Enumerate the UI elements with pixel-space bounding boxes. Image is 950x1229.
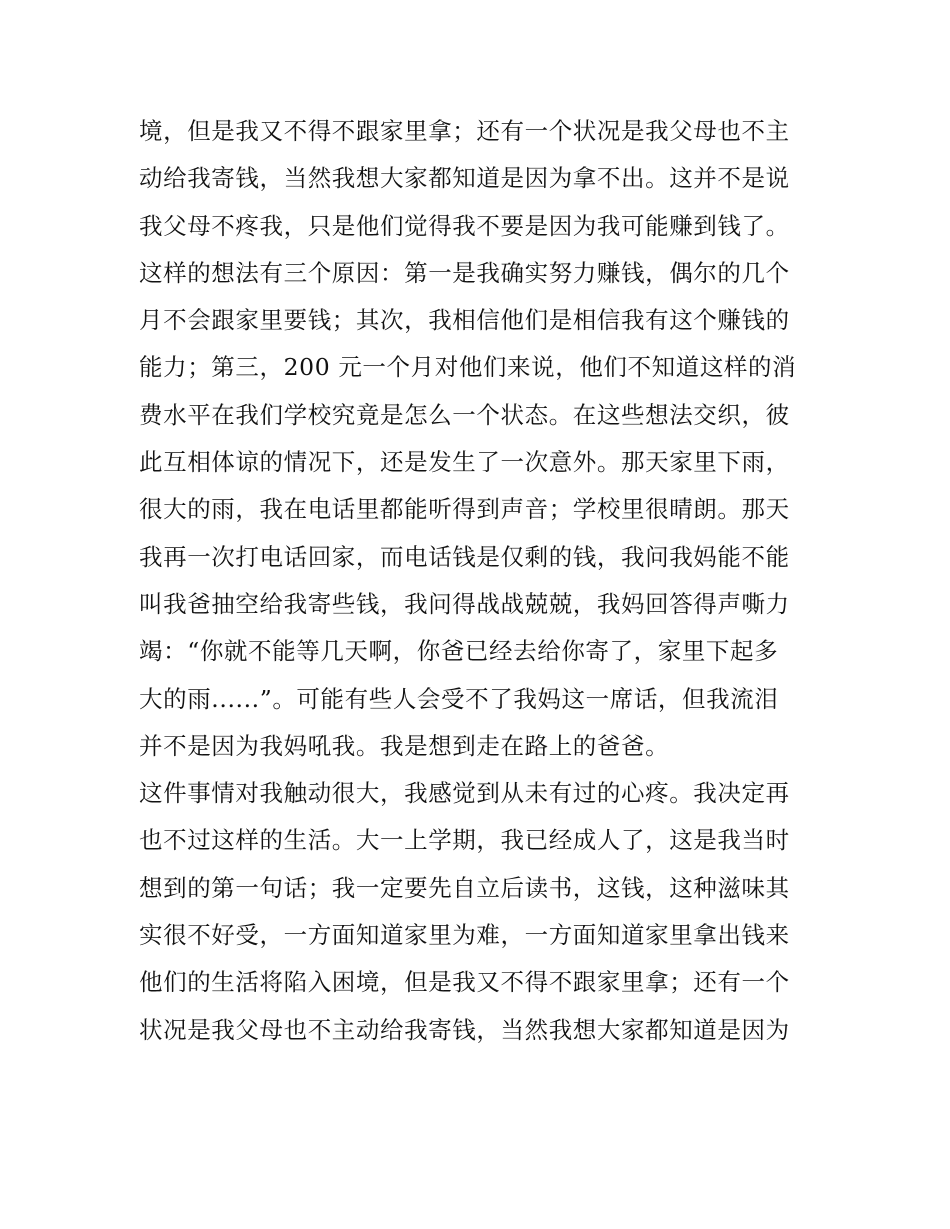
text-line: 此互相体谅的情况下，还是发生了一次意外。那天家里下雨， <box>139 448 790 477</box>
text-line: 费水平在我们学校究竟是怎么一个状态。在这些想法交织，彼 <box>139 400 790 429</box>
text-line: 很大的雨，我在电话里都能听得到声音；学校里很晴朗。那天 <box>139 495 790 524</box>
body-text <box>139 108 829 1054</box>
text-line: 大的雨......”。可能有些人会受不了我妈这一席话，但我流泪 <box>139 684 779 713</box>
text-line: 实很不好受，一方面知道家里为难，一方面知道家里拿出钱来 <box>139 921 790 950</box>
text-line: 这样的想法有三个原因：第一是我确实努力赚钱，偶尔的几个 <box>139 258 790 287</box>
text-line: 叫我爸抽空给我寄些钱，我问得战战兢兢，我妈回答得声嘶力 <box>139 589 790 618</box>
text-line: 竭：“你就不能等几天啊，你爸已经去给你寄了，家里下起多 <box>139 637 779 666</box>
text-line: 想到的第一句话；我一定要先自立后读书，这钱，这种滋味其 <box>139 873 790 902</box>
text-line: 状况是我父母也不主动给我寄钱，当然我想大家都知道是因为 <box>139 1015 790 1044</box>
text-line: 月不会跟家里要钱；其次，我相信他们是相信我有这个赚钱的 <box>139 306 790 335</box>
text-line: 也不过这样的生活。大一上学期，我已经成人了，这是我当时 <box>139 826 790 855</box>
text-line: 并不是因为我妈吼我。我是想到走在路上的爸爸。 <box>139 731 670 760</box>
text-line: 这件事情对我触动很大，我感觉到从未有过的心疼。我决定再 <box>139 779 790 808</box>
text-line: 我再一次打电话回家，而电话钱是仅剩的钱，我问我妈能不能 <box>139 542 790 571</box>
text-line: 他们的生活将陷入困境，但是我又不得不跟家里拿；还有一个 <box>139 968 790 997</box>
text-line: 能力；第三，200 元一个月对他们来说，他们不知道这样的消 <box>139 353 797 382</box>
text-line: 动给我寄钱，当然我想大家都知道是因为拿不出。这并不是说 <box>139 164 790 193</box>
text-line: 我父母不疼我，只是他们觉得我不要是因为我可能赚到钱了。 <box>139 211 790 240</box>
text-line: 境，但是我又不得不跟家里拿；还有一个状况是我父母也不主 <box>139 117 790 145</box>
